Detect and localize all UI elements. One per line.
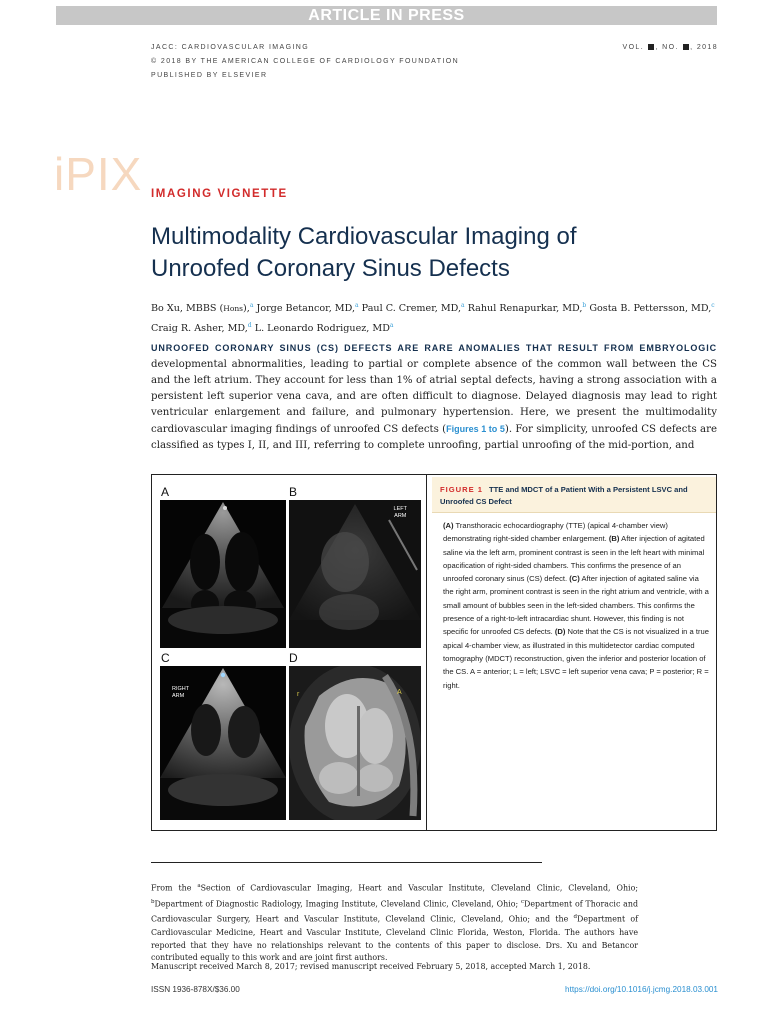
caption-marker-c: (C) [569, 574, 580, 584]
year-label: , 2018 [690, 44, 718, 51]
body-text-part-2: ). For simplicity, unroofed CS defects are classified as types I, II, and III, referring to complete unroofing, partial unroofing of the mid-portion, and [151, 424, 717, 451]
author-6: Craig R. Asher, MD, [151, 323, 248, 335]
title-line-1: Multimodality Cardiovascular Imaging of [151, 223, 577, 250]
title-line-2: Unroofed Coronary Sinus Defects [151, 255, 510, 282]
issn-line: ISSN 1936-878X/$36.00 [151, 985, 240, 994]
svg-text:A: A [397, 689, 402, 696]
panel-c-contrast-image [160, 666, 286, 820]
volume-label: VOL. [622, 44, 645, 51]
doi-link[interactable]: https://doi.org/10.1016/j.jcmg.2018.03.001 [565, 985, 718, 994]
section-label: IMAGING VIGNETTE [151, 188, 288, 200]
manuscript-dates: Manuscript received March 8, 2017; revised manuscript received February 5, 2018, accepted March 1, 2018. [151, 962, 591, 971]
footnote-sup: d [573, 914, 578, 921]
footnote-sup: b [151, 898, 155, 905]
figure-caption-body [443, 519, 711, 692]
publisher-line: PUBLISHED BY ELSEVIER [151, 72, 268, 79]
caption-text-b: After injection of agitated saline via the left arm, prominent contrast is seen in the left heart with minimal opacification of right-sided chambers. This confirms the presence of an unroofed coronary sinus (CS) defect. [443, 534, 705, 584]
footnote-text: From the [151, 883, 198, 893]
panel-label-c: C [161, 651, 170, 665]
author-list [151, 297, 721, 337]
affiliation-ref[interactable]: c [711, 302, 715, 309]
affiliations-footnote [151, 880, 638, 965]
affiliation-ref[interactable]: b [582, 302, 587, 309]
figure-caption-title: TTE and MDCT of a Patient With a Persistent LSVC and Unroofed CS Defect [440, 485, 688, 506]
article-title [151, 221, 731, 285]
caption-text-a: Transthoracic echocardiography (TTE) (apical 4-chamber view) demonstrating right-sided chamber enlargement. [443, 521, 668, 544]
number-placeholder-square [683, 44, 689, 50]
footnote-text: Department of Thoracic and Cardiovascular Surgery, Heart and Vascular Institute, Cleveland Clinic, Cleveland, Ohio; and the [151, 899, 638, 924]
footnote-text: Department of Cardiovascular Medicine, Heart and Vascular Institute, Cleveland Clinic Florida, Weston, Florida. The authors have reported that they have no relationships relevant to the contents of this paper to disclose. Drs. Xu and Betancor contributed equally to this work and are joint first authors. [151, 914, 639, 963]
journal-name: JACC: CARDIOVASCULAR IMAGING [151, 44, 310, 51]
author-5: Gosta B. Pettersson, MD, [589, 303, 712, 315]
author-1: Bo Xu, MBBS ( [151, 303, 224, 315]
figure-caption-header [432, 477, 716, 513]
panel-a-echo-image [160, 500, 286, 648]
panel-label-b: B [289, 485, 298, 499]
caption-marker-d: (D) [554, 627, 566, 637]
figure-number: FIGURE 1 [440, 485, 484, 494]
article-in-press-banner: ARTICLE IN PRESS [56, 6, 717, 25]
author-4: Rahul Renapurkar, MD, [467, 303, 583, 315]
panel-d-mdct-image [289, 666, 421, 820]
running-head-left [151, 41, 459, 83]
volume-placeholder-square [648, 44, 654, 50]
svg-text:r: r [297, 691, 300, 698]
figures-link[interactable]: Figures 1 to 5 [446, 424, 505, 434]
body-paragraph [151, 340, 717, 454]
author-2: Jorge Betancor, MD, [256, 303, 356, 315]
panel-label-d: D [289, 651, 298, 665]
author-3: Paul C. Cremer, MD, [361, 303, 462, 315]
affiliation-ref[interactable]: a [389, 322, 394, 330]
caption-marker-b: (B) [608, 534, 620, 544]
panel-b-contrast-image [289, 500, 421, 648]
left-arm-label: LEFT ARM [393, 506, 407, 519]
panel-label-a: A [161, 485, 170, 499]
affiliation-ref[interactable]: a [461, 302, 465, 309]
caption-text-c: After injection of agitated saline via the right arm, prominent contrast is seen in the right atrium and ventricle, with a small amount of bubbles seen in the left-sided chambers. This confirms the presence of a right-to-left intracardiac shunt. However, this finding is not specific for unroofed CS defects. [443, 574, 709, 637]
affiliation-ref[interactable]: d [247, 322, 252, 330]
footnote-text: Department of Diagnostic Radiology, Imaging Institute, Cleveland Clinic, Cleveland, Ohio; [154, 899, 521, 909]
number-label: , NO. [655, 44, 679, 51]
caption-marker-a: (A) [443, 521, 454, 530]
footnote-rule [151, 862, 542, 863]
figure-divider [426, 474, 427, 831]
footnote-text: Section of Cardiovascular Imaging, Heart and Vascular Institute, Cleveland Clinic, Cleveland, Ohio; [200, 883, 638, 893]
affiliation-ref[interactable]: a [355, 302, 359, 309]
author-1-honours: Hons [223, 304, 244, 314]
author-1-close: ), [243, 303, 250, 315]
footnote-sup: a [197, 883, 201, 889]
lead-in-caps: UNROOFED CORONARY SINUS (CS) DEFECTS ARE RARE ANOMALIES THAT RESULT FROM EMBRYOLOGIC [151, 343, 717, 353]
copyright-line: © 2018 BY THE AMERICAN COLLEGE OF CARDIOLOGY FOUNDATION [151, 58, 460, 65]
caption-text-d: Note that the CS is not visualized in a true apical 4-chamber view, as illustrated in this multidetector cardiac computed tomography (MDCT) reconstruction, given the inferior and posterior location of the CS. A = anterior; L = left; LSVC = left superior vena cava; P = posterior; R = right. [443, 627, 709, 690]
right-arm-label: RIGHT ARM [172, 686, 190, 699]
body-text-part-1: developmental abnormalities, leading to partial or complete absence of the common wall between the CS and the left atrium. They account for less than 1% of atrial septal defects, having a strong association with a persistent left superior vena cava, and are often difficult to diagnose. Delayed diagnosis may lead to right ventricular enlargement and failure, and pulmonary hypertension. Here, we present the multimodality cardiovascular imaging findings of unroofed CS defects ( [151, 359, 717, 435]
footnote-sup: c [520, 898, 525, 905]
author-7: L. Leonardo Rodriguez, MD [254, 323, 390, 335]
affiliation-ref[interactable]: a [249, 302, 254, 309]
running-head-right [623, 41, 719, 55]
ipix-logo: iPIX [54, 148, 143, 200]
